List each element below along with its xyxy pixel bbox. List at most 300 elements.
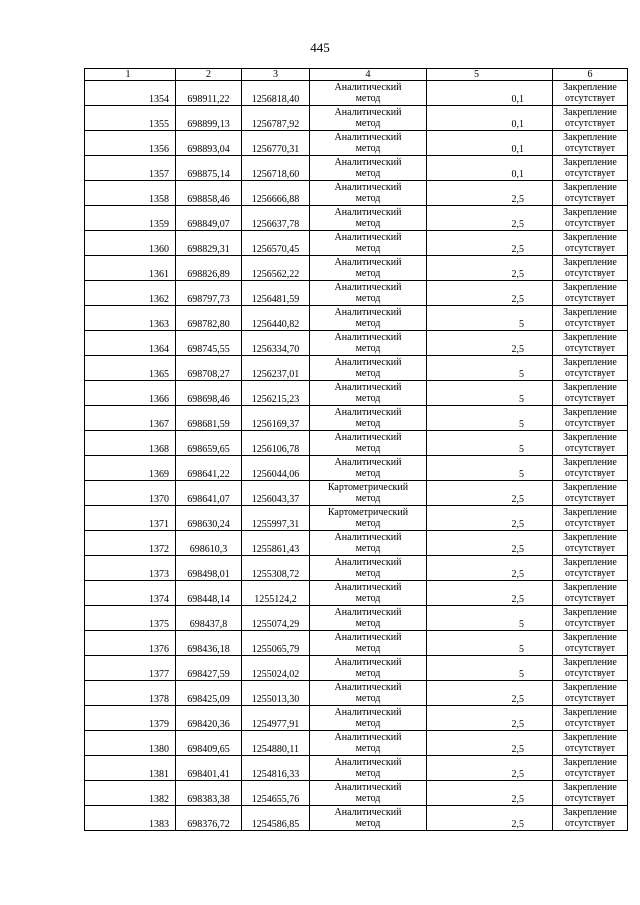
y-coordinate-cell: 1256818,40 (242, 81, 310, 106)
method-cell (310, 731, 427, 756)
point-number-cell: 1381 (85, 756, 176, 781)
fixing-cell (553, 81, 628, 106)
method-cell-line: Аналитический (334, 632, 402, 643)
fixing-cell-line: отсутствует (564, 568, 616, 579)
x-coordinate-cell: 698448,14 (176, 581, 242, 606)
fixing-cell (553, 506, 628, 531)
fixing-cell-line: отсутствует (564, 818, 616, 829)
accuracy-cell: 2,5 (427, 756, 553, 781)
method-cell-line: Аналитический (334, 282, 402, 293)
x-coordinate-cell: 698698,46 (176, 381, 242, 406)
method-cell-line: метод (355, 218, 381, 229)
column-header: 5 (427, 69, 553, 81)
x-coordinate-cell: 698899,13 (176, 106, 242, 131)
fixing-cell (553, 606, 628, 631)
table-row (85, 781, 628, 806)
point-number-cell: 1369 (85, 456, 176, 481)
fixing-cell-line: отсутствует (564, 118, 616, 129)
method-cell (310, 106, 427, 131)
x-coordinate-cell: 698681,59 (176, 406, 242, 431)
fixing-cell (553, 556, 628, 581)
table-row (85, 281, 628, 306)
accuracy-cell: 2,5 (427, 706, 553, 731)
fixing-cell-line: Закрепление (563, 457, 617, 468)
fixing-cell (553, 181, 628, 206)
y-coordinate-cell: 1256169,37 (242, 406, 310, 431)
method-cell (310, 431, 427, 456)
fixing-cell-line: Закрепление (563, 632, 617, 643)
method-cell-line: метод (355, 143, 381, 154)
y-coordinate-cell: 1255074,29 (242, 606, 310, 631)
fixing-cell-line: Закрепление (563, 657, 617, 668)
point-number-cell: 1366 (85, 381, 176, 406)
accuracy-cell: 5 (427, 656, 553, 681)
method-cell-line: метод (355, 293, 381, 304)
method-cell-line: метод (355, 193, 381, 204)
page-number: 445 (310, 40, 330, 55)
accuracy-cell: 2,5 (427, 681, 553, 706)
fixing-cell-line: отсутствует (564, 618, 616, 629)
method-cell-line: метод (355, 568, 381, 579)
point-number-cell: 1363 (85, 306, 176, 331)
accuracy-cell: 0,1 (427, 81, 553, 106)
method-cell-line: метод (355, 793, 381, 804)
table-row (85, 431, 628, 456)
method-cell-line: метод (355, 118, 381, 129)
method-cell (310, 706, 427, 731)
y-coordinate-cell: 1256106,78 (242, 431, 310, 456)
method-cell (310, 556, 427, 581)
method-cell-line: Аналитический (334, 757, 402, 768)
method-cell (310, 781, 427, 806)
method-cell-line: Аналитический (334, 82, 402, 93)
x-coordinate-cell: 698376,72 (176, 806, 242, 831)
table-row (85, 731, 628, 756)
method-cell-line: Аналитический (334, 657, 402, 668)
fixing-cell-line: Закрепление (563, 407, 617, 418)
point-number-cell: 1364 (85, 331, 176, 356)
accuracy-cell: 0,1 (427, 131, 553, 156)
fixing-cell (553, 656, 628, 681)
accuracy-cell: 2,5 (427, 256, 553, 281)
method-cell-line: Картометрический (327, 507, 409, 518)
y-coordinate-cell: 1256570,45 (242, 231, 310, 256)
fixing-cell-line: отсутствует (564, 243, 616, 254)
method-cell (310, 206, 427, 231)
table-row (85, 181, 628, 206)
x-coordinate-cell: 698893,04 (176, 131, 242, 156)
fixing-cell-line: Закрепление (563, 532, 617, 543)
accuracy-cell: 2,5 (427, 181, 553, 206)
y-coordinate-cell: 1256481,59 (242, 281, 310, 306)
fixing-cell-line: Закрепление (563, 257, 617, 268)
fixing-cell (553, 531, 628, 556)
table-row (85, 606, 628, 631)
method-cell (310, 181, 427, 206)
accuracy-cell: 2,5 (427, 206, 553, 231)
method-cell (310, 331, 427, 356)
fixing-cell-line: Закрепление (563, 507, 617, 518)
accuracy-cell: 5 (427, 381, 553, 406)
method-cell-line: метод (355, 668, 381, 679)
method-cell-line: Аналитический (334, 782, 402, 793)
x-coordinate-cell: 698659,65 (176, 431, 242, 456)
method-cell (310, 481, 427, 506)
point-number-cell: 1379 (85, 706, 176, 731)
x-coordinate-cell: 698420,36 (176, 706, 242, 731)
fixing-cell (553, 406, 628, 431)
method-cell-line: метод (355, 243, 381, 254)
table-body (85, 81, 628, 831)
fixing-cell (553, 631, 628, 656)
accuracy-cell: 2,5 (427, 531, 553, 556)
method-cell-line: метод (355, 268, 381, 279)
table-row (85, 356, 628, 381)
method-cell-line: Аналитический (334, 407, 402, 418)
fixing-cell (553, 806, 628, 831)
fixing-cell (553, 231, 628, 256)
accuracy-cell: 2,5 (427, 581, 553, 606)
method-cell (310, 281, 427, 306)
accuracy-cell: 5 (427, 631, 553, 656)
x-coordinate-cell: 698409,65 (176, 731, 242, 756)
x-coordinate-cell: 698641,22 (176, 456, 242, 481)
x-coordinate-cell: 698425,09 (176, 681, 242, 706)
method-cell-line: Аналитический (334, 207, 402, 218)
accuracy-cell: 2,5 (427, 331, 553, 356)
fixing-cell (553, 206, 628, 231)
method-cell (310, 531, 427, 556)
table-row (85, 406, 628, 431)
column-header: 1 (85, 69, 176, 81)
x-coordinate-cell: 698383,38 (176, 781, 242, 806)
fixing-cell-line: Закрепление (563, 332, 617, 343)
fixing-cell-line: Закрепление (563, 782, 617, 793)
table-row (85, 756, 628, 781)
column-header: 6 (553, 69, 628, 81)
point-number-cell: 1367 (85, 406, 176, 431)
y-coordinate-cell: 1254880,11 (242, 731, 310, 756)
method-cell (310, 606, 427, 631)
fixing-cell-line: отсутствует (564, 418, 616, 429)
accuracy-cell: 5 (427, 431, 553, 456)
fixing-cell (553, 306, 628, 331)
accuracy-cell: 2,5 (427, 806, 553, 831)
y-coordinate-cell: 1256666,88 (242, 181, 310, 206)
fixing-cell-line: Закрепление (563, 682, 617, 693)
point-number-cell: 1358 (85, 181, 176, 206)
y-coordinate-cell: 1256440,82 (242, 306, 310, 331)
method-cell-line: Аналитический (334, 457, 402, 468)
fixing-cell (553, 481, 628, 506)
fixing-cell-line: Закрепление (563, 432, 617, 443)
accuracy-cell: 2,5 (427, 281, 553, 306)
method-cell-line: Аналитический (334, 432, 402, 443)
point-number-cell: 1378 (85, 681, 176, 706)
fixing-cell-line: отсутствует (564, 368, 616, 379)
accuracy-cell: 2,5 (427, 481, 553, 506)
method-cell-line: метод (355, 693, 381, 704)
x-coordinate-cell: 698745,55 (176, 331, 242, 356)
table-row (85, 156, 628, 181)
column-header: 2 (176, 69, 242, 81)
method-cell (310, 506, 427, 531)
fixing-cell-line: Закрепление (563, 757, 617, 768)
fixing-cell-line: Закрепление (563, 582, 617, 593)
method-cell (310, 656, 427, 681)
fixing-cell-line: Закрепление (563, 132, 617, 143)
fixing-cell-line: Закрепление (563, 482, 617, 493)
x-coordinate-cell: 698911,22 (176, 81, 242, 106)
table-row (85, 531, 628, 556)
x-coordinate-cell: 698436,18 (176, 631, 242, 656)
column-header: 4 (310, 69, 427, 81)
fixing-cell-line: Закрепление (563, 207, 617, 218)
fixing-cell-line: отсутствует (564, 543, 616, 554)
point-number-cell: 1371 (85, 506, 176, 531)
x-coordinate-cell: 698875,14 (176, 156, 242, 181)
point-number-cell: 1365 (85, 356, 176, 381)
fixing-cell (553, 281, 628, 306)
method-cell-line: Аналитический (334, 532, 402, 543)
method-cell (310, 306, 427, 331)
table-row (85, 81, 628, 106)
table-row (85, 481, 628, 506)
table-row (85, 106, 628, 131)
x-coordinate-cell: 698401,41 (176, 756, 242, 781)
fixing-cell-line: отсутствует (564, 143, 616, 154)
fixing-cell-line: отсутствует (564, 793, 616, 804)
fixing-cell-line: отсутствует (564, 743, 616, 754)
method-cell (310, 381, 427, 406)
fixing-cell-line: отсутствует (564, 93, 616, 104)
method-cell-line: метод (355, 418, 381, 429)
fixing-cell-line: отсутствует (564, 693, 616, 704)
method-cell-line: Аналитический (334, 232, 402, 243)
fixing-cell-line: отсутствует (564, 343, 616, 354)
accuracy-cell: 0,1 (427, 106, 553, 131)
method-cell (310, 406, 427, 431)
method-cell (310, 456, 427, 481)
fixing-cell (553, 131, 628, 156)
point-number-cell: 1360 (85, 231, 176, 256)
fixing-cell-line: отсутствует (564, 193, 616, 204)
table-row (85, 331, 628, 356)
accuracy-cell: 2,5 (427, 781, 553, 806)
method-cell-line: метод (355, 443, 381, 454)
fixing-cell-line: Закрепление (563, 82, 617, 93)
x-coordinate-cell: 698797,73 (176, 281, 242, 306)
point-number-cell: 1368 (85, 431, 176, 456)
method-cell-line: метод (355, 168, 381, 179)
table-header-row (85, 69, 628, 81)
method-cell-line: метод (355, 618, 381, 629)
point-number-cell: 1354 (85, 81, 176, 106)
y-coordinate-cell: 1256237,01 (242, 356, 310, 381)
method-cell-line: метод (355, 768, 381, 779)
table-row (85, 556, 628, 581)
y-coordinate-cell: 1256215,23 (242, 381, 310, 406)
method-cell-line: метод (355, 318, 381, 329)
accuracy-cell: 0,1 (427, 156, 553, 181)
fixing-cell (553, 431, 628, 456)
table-row (85, 231, 628, 256)
method-cell-line: Аналитический (334, 557, 402, 568)
fixing-cell-line: Закрепление (563, 732, 617, 743)
y-coordinate-cell: 1256562,22 (242, 256, 310, 281)
accuracy-cell: 5 (427, 306, 553, 331)
point-number-cell: 1359 (85, 206, 176, 231)
fixing-cell-line: Закрепление (563, 307, 617, 318)
fixing-cell-line: отсутствует (564, 768, 616, 779)
method-cell (310, 231, 427, 256)
accuracy-cell: 2,5 (427, 506, 553, 531)
method-cell-line: Аналитический (334, 682, 402, 693)
table-row (85, 806, 628, 831)
y-coordinate-cell: 1254816,33 (242, 756, 310, 781)
fixing-cell-line: отсутствует (564, 218, 616, 229)
method-cell-line: Аналитический (334, 132, 402, 143)
method-cell-line: метод (355, 368, 381, 379)
fixing-cell (553, 356, 628, 381)
x-coordinate-cell: 698437,8 (176, 606, 242, 631)
y-coordinate-cell: 1255308,72 (242, 556, 310, 581)
method-cell-line: Аналитический (334, 807, 402, 818)
fixing-cell-line: Закрепление (563, 357, 617, 368)
fixing-cell-line: отсутствует (564, 443, 616, 454)
fixing-cell-line: Закрепление (563, 382, 617, 393)
accuracy-cell: 2,5 (427, 731, 553, 756)
x-coordinate-cell: 698849,07 (176, 206, 242, 231)
fixing-cell (553, 256, 628, 281)
accuracy-cell: 2,5 (427, 231, 553, 256)
point-number-cell: 1370 (85, 481, 176, 506)
table-row (85, 506, 628, 531)
point-number-cell: 1376 (85, 631, 176, 656)
table-row (85, 581, 628, 606)
x-coordinate-cell: 698630,24 (176, 506, 242, 531)
fixing-cell-line: отсутствует (564, 168, 616, 179)
table-row (85, 381, 628, 406)
fixing-cell-line: Закрепление (563, 107, 617, 118)
y-coordinate-cell: 1256044,06 (242, 456, 310, 481)
method-cell-line: Аналитический (334, 107, 402, 118)
fixing-cell-line: отсутствует (564, 293, 616, 304)
method-cell-line: Аналитический (334, 707, 402, 718)
method-cell-line: Аналитический (334, 157, 402, 168)
fixing-cell (553, 756, 628, 781)
method-cell (310, 81, 427, 106)
point-number-cell: 1357 (85, 156, 176, 181)
x-coordinate-cell: 698427,59 (176, 656, 242, 681)
x-coordinate-cell: 698826,89 (176, 256, 242, 281)
method-cell-line: Аналитический (334, 257, 402, 268)
fixing-cell (553, 331, 628, 356)
method-cell-line: Аналитический (334, 182, 402, 193)
method-cell (310, 156, 427, 181)
fixing-cell (553, 456, 628, 481)
fixing-cell-line: Закрепление (563, 232, 617, 243)
point-number-cell: 1372 (85, 531, 176, 556)
point-number-cell: 1355 (85, 106, 176, 131)
x-coordinate-cell: 698610,3 (176, 531, 242, 556)
x-coordinate-cell: 698498,01 (176, 556, 242, 581)
fixing-cell-line: отсутствует (564, 668, 616, 679)
y-coordinate-cell: 1254655,76 (242, 781, 310, 806)
fixing-cell-line: отсутствует (564, 518, 616, 529)
y-coordinate-cell: 1255861,43 (242, 531, 310, 556)
y-coordinate-cell: 1254977,91 (242, 706, 310, 731)
fixing-cell-line: отсутствует (564, 268, 616, 279)
x-coordinate-cell: 698829,31 (176, 231, 242, 256)
fixing-cell-line: Закрепление (563, 557, 617, 568)
point-number-cell: 1362 (85, 281, 176, 306)
fixing-cell-line: Закрепление (563, 807, 617, 818)
x-coordinate-cell: 698782,80 (176, 306, 242, 331)
fixing-cell-line: Закрепление (563, 157, 617, 168)
coordinates-table (84, 68, 628, 831)
method-cell (310, 131, 427, 156)
point-number-cell: 1380 (85, 731, 176, 756)
fixing-cell (553, 581, 628, 606)
y-coordinate-cell: 1256043,37 (242, 481, 310, 506)
fixing-cell (553, 706, 628, 731)
table-row (85, 206, 628, 231)
accuracy-cell: 5 (427, 406, 553, 431)
point-number-cell: 1377 (85, 656, 176, 681)
method-cell-line: Картометрический (327, 482, 409, 493)
method-cell-line: метод (355, 593, 381, 604)
method-cell-line: метод (355, 393, 381, 404)
method-cell-line: метод (355, 718, 381, 729)
accuracy-cell: 5 (427, 606, 553, 631)
point-number-cell: 1361 (85, 256, 176, 281)
table-row (85, 656, 628, 681)
method-cell-line: Аналитический (334, 732, 402, 743)
fixing-cell (553, 731, 628, 756)
method-cell-line: метод (355, 818, 381, 829)
point-number-cell: 1383 (85, 806, 176, 831)
method-cell (310, 756, 427, 781)
fixing-cell-line: отсутствует (564, 393, 616, 404)
method-cell-line: Аналитический (334, 357, 402, 368)
table-row (85, 256, 628, 281)
table-row (85, 456, 628, 481)
table-row (85, 631, 628, 656)
y-coordinate-cell: 1256637,78 (242, 206, 310, 231)
method-cell-line: метод (355, 468, 381, 479)
method-cell (310, 256, 427, 281)
fixing-cell (553, 381, 628, 406)
column-header: 3 (242, 69, 310, 81)
y-coordinate-cell: 1254586,85 (242, 806, 310, 831)
x-coordinate-cell: 698641,07 (176, 481, 242, 506)
fixing-cell-line: отсутствует (564, 593, 616, 604)
method-cell (310, 681, 427, 706)
y-coordinate-cell: 1256718,60 (242, 156, 310, 181)
accuracy-cell: 5 (427, 456, 553, 481)
point-number-cell: 1374 (85, 581, 176, 606)
fixing-cell-line: Закрепление (563, 182, 617, 193)
y-coordinate-cell: 1256334,70 (242, 331, 310, 356)
point-number-cell: 1382 (85, 781, 176, 806)
fixing-cell-line: отсутствует (564, 643, 616, 654)
method-cell-line: метод (355, 518, 381, 529)
y-coordinate-cell: 1256770,31 (242, 131, 310, 156)
method-cell-line: метод (355, 543, 381, 554)
method-cell-line: метод (355, 743, 381, 754)
method-cell-line: Аналитический (334, 307, 402, 318)
